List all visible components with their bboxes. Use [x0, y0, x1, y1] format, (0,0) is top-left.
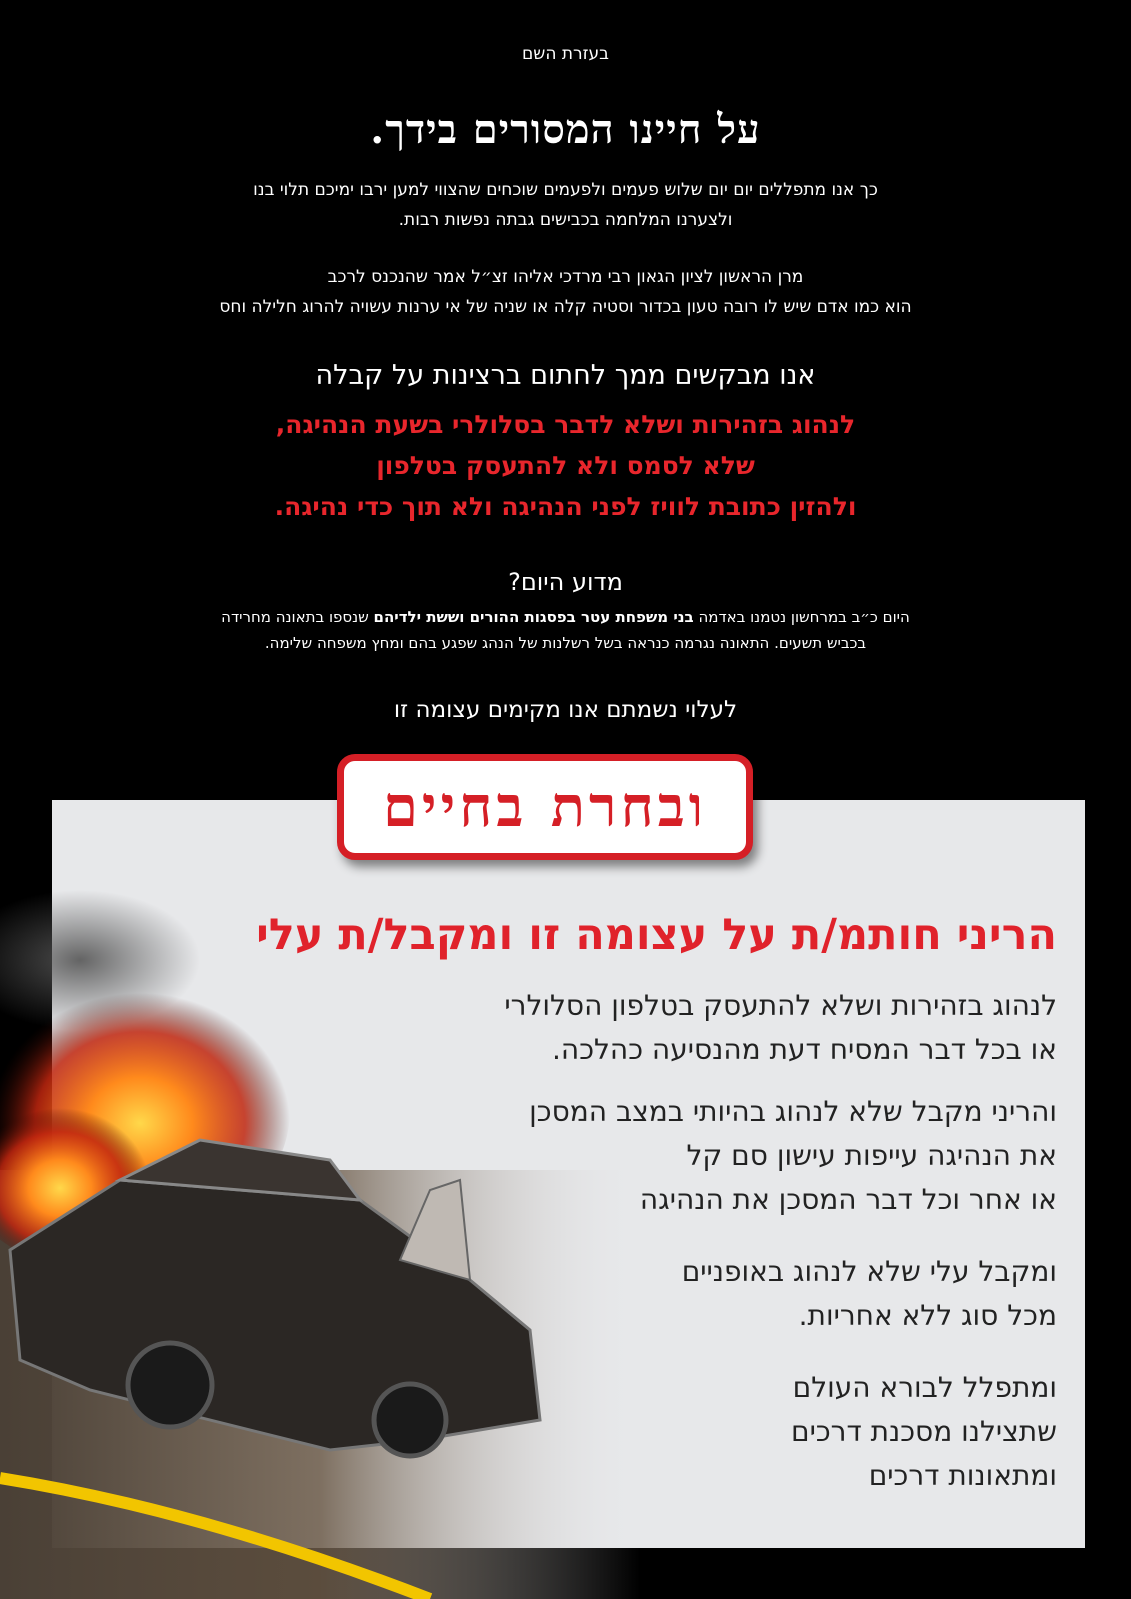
pledge-line: ומקבל עלי שלא לנהוג באופניים [681, 1255, 1057, 1288]
pledge-line: ומתפלל לבורא העולם [792, 1371, 1057, 1404]
why-line-end: שנספו בתאונה מחרידה [221, 608, 374, 626]
pledge-paragraph [682, 1250, 1057, 1338]
why-text [0, 604, 1131, 656]
pledge-paragraph [529, 1090, 1057, 1222]
logo-text: ובחרת בחיים [382, 774, 708, 840]
commitment-line: ולהזין כתובת לוויז לפני הנהיגה ולא תוך כדי נהיגה. [274, 492, 857, 521]
logo-badge [337, 754, 753, 860]
why-heading: מדוע היום? [508, 568, 623, 596]
intro-line: כך אנו מתפללים יום יום שלוש פעמים ולפעמים שוכחים שהצווי למען ירבו ימיכם תלוי בנו [253, 180, 878, 200]
pledge-line: לנהוג בזהירות ושלא להתעסק בטלפון הסלולרי [504, 989, 1057, 1022]
pledge-paragraph [791, 1366, 1057, 1498]
request-commitments [0, 404, 1131, 527]
pledge-line: או אחר וכל דבר המסכן את הנהיגה [639, 1183, 1057, 1216]
pledge-line: מכל סוג ללא אחריות. [798, 1299, 1057, 1332]
pledge-heading: הריני חותמ/ת על עצומה זו ומקבל/ת עלי [256, 910, 1057, 960]
victims-names: בני משפחת עטר בפסגות ההורים וששת ילדיהם [373, 608, 694, 626]
quote-text [0, 262, 1131, 322]
pledge-line: והריני מקבל שלא לנהוג בהיותי במצב המסכן [529, 1095, 1057, 1128]
request-heading: אנו מבקשים ממך לחתום ברצינות על קבלה [315, 360, 816, 391]
intro-line: ולצערנו המלחמה בכבישים גבתה נפשות רבות. [398, 210, 733, 230]
quote-line: מרן הראשון לציון הגאון רבי מרדכי אליהו זצ״ל אמר שהנכנס לרכב [327, 267, 804, 287]
why-line: בכביש תשעים. התאונה נגרמה כנראה בשל רשלנות של הנהג שפגע בהם ומחץ משפחה שלימה. [264, 634, 867, 652]
page-title: על חיינו המסורים בידך. [370, 106, 761, 153]
pledge-line: שתצילנו מסכנת דרכים [790, 1415, 1057, 1448]
quote-line: הוא כמו אדם שיש לו רובה טעון בכדור וסטיה קלה או שניה של אי ערנות עשויה להרוג חלילה וחס [219, 297, 912, 317]
blessing-text: בעזרת השם [522, 44, 609, 64]
pledge-paragraph [504, 984, 1057, 1072]
why-line-start: היום כ״ב במרחשון נטמנו באדמה [693, 608, 910, 626]
why-line [0, 604, 1131, 630]
pledge-line: את הנהיגה עייפות עישון סם קל [686, 1139, 1057, 1172]
pledge-line: או בכל דבר המסיח דעת מהנסיעה כהלכה. [552, 1033, 1057, 1066]
commitment-line: שלא לסמס ולא להתעסק בטלפון [376, 451, 755, 480]
commitment-line: לנהוג בזהירות ושלא לדבר בסלולרי בשעת הנהיגה, [275, 410, 856, 439]
pledge-line: ומתאונות דרכים [868, 1459, 1057, 1492]
intro-text [0, 175, 1131, 235]
memorial-text: לעלוי נשמתם אנו מקימים עצומה זו [393, 697, 738, 723]
